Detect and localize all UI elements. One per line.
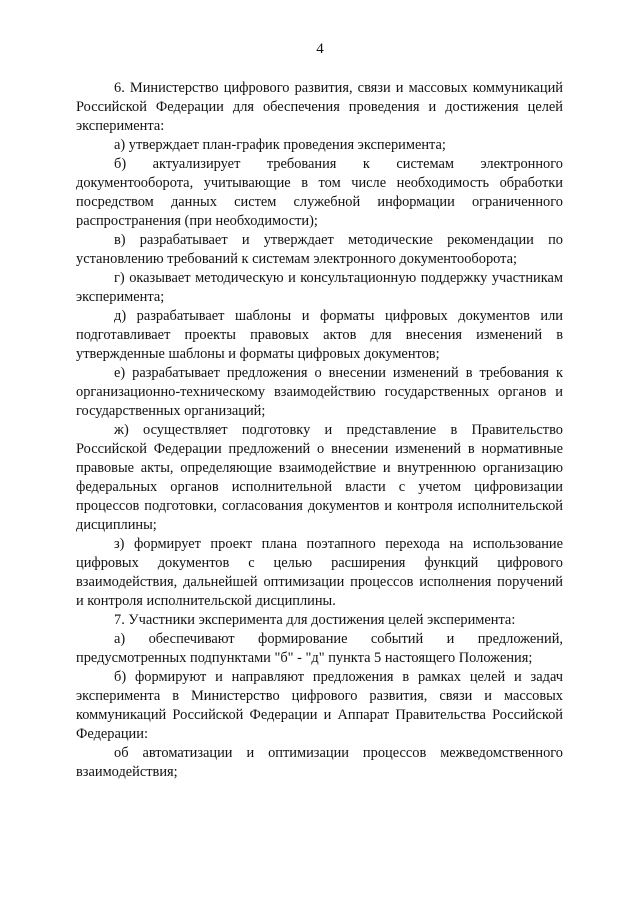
paragraph-6b: б) актуализирует требования к системам электронного документооборота, учитывающие в том числе необходимость обработки посредством данных систем служебной информации ограниченного распространения (при необходимости); — [76, 156, 563, 229]
paragraph-6g: г) оказывает методическую и консультационную поддержку участникам эксперимента; — [76, 270, 563, 305]
paragraph-6-intro: 6. Министерство цифрового развития, связи и массовых коммуникаций Российской Федерации для обеспечения проведения и достижения целей эксперимента: — [76, 80, 563, 134]
paragraph-6zh: ж) осуществляет подготовку и представление в Правительство Российской Федерации предложений о внесении изменений в нормативные правовые акты, определяющие взаимодействие и внутреннюю организацию федеральных органов исполнительной власти с учетом цифровизации процессов подготовки, согласования документов и контроля исполнительской дисциплины; — [76, 422, 563, 533]
document-body — [76, 79, 563, 782]
paragraph-6d: д) разрабатывает шаблоны и форматы цифровых документов или подготавливает проекты правовых актов для внесения изменений в утвержденные шаблоны и форматы цифровых документов; — [76, 308, 563, 362]
paragraph-6a: а) утверждает план-график проведения эксперимента; — [114, 137, 446, 153]
paragraph-6v: в) разрабатывает и утверждает методические рекомендации по установлению требований к системам электронного документооборота; — [76, 232, 563, 267]
paragraph-7b-item-1: об автоматизации и оптимизации процессов межведомственного взаимодействия; — [76, 745, 563, 780]
paragraph-7-intro: 7. Участники эксперимента для достижения целей эксперимента: — [114, 612, 516, 628]
paragraph-6e: е) разрабатывает предложения о внесении изменений в требования к организационно-техническому взаимодействию государственных органов и государственных организаций; — [76, 365, 563, 419]
page-number: 4 — [316, 41, 324, 57]
paragraph-7b: б) формируют и направляют предложения в рамках целей и задач эксперимента в Министерство цифрового развития, связи и массовых коммуникаций Российской Федерации и Аппарат Правительства Российской Федерации: — [76, 669, 563, 742]
paragraph-7a: а) обеспечивают формирование событий и предложений, предусмотренных подпунктами "б" - "д" пункта 5 настоящего Положения; — [76, 631, 563, 666]
paragraph-6z: з) формирует проект плана поэтапного перехода на использование цифровых документов с целью расширения функций цифрового взаимодействия, дальнейшей оптимизации процессов исполнения поручений и контроля исполнительской дисциплины. — [76, 536, 563, 609]
